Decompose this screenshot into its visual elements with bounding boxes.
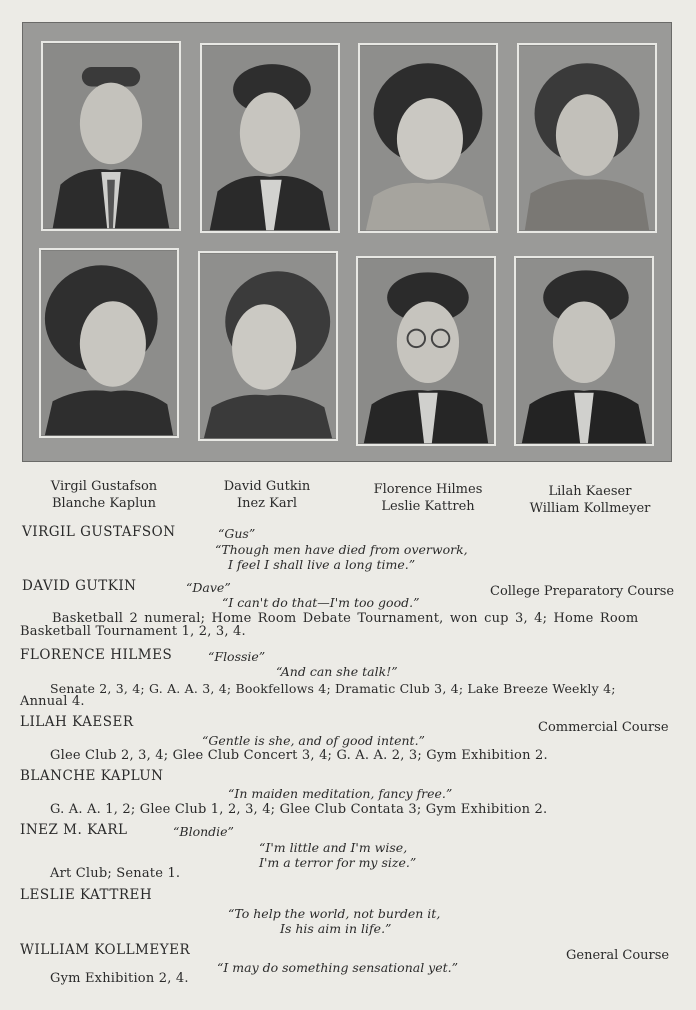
portrait-inez-karl — [198, 251, 338, 441]
caption-top: Florence Hilmes — [373, 482, 483, 497]
photo-panel — [22, 22, 672, 462]
entry-activities-karl-1: Art Club; Senate 1. — [50, 866, 181, 881]
caption-column-2 — [187, 478, 347, 512]
entry-quote-hilmes-1: “And can she talk!” — [276, 664, 398, 679]
entry-course-kollmeyer: General Course — [566, 948, 670, 963]
entry-name-karl: INEZ M. KARL — [20, 822, 128, 838]
caption-bottom: Leslie Kattreh — [381, 499, 475, 514]
portrait-lilah-kaeser — [517, 43, 657, 233]
entry-quote-karl-2: I'm a terror for my size.” — [259, 855, 417, 870]
caption-column-1 — [24, 478, 184, 512]
entry-activities-kaeser-1: Glee Club 2, 3, 4; Glee Club Concert 3, 4; G. A. A. 2, 3; Gym Exhibition 2. — [50, 748, 548, 763]
entry-name-kollmeyer: WILLIAM KOLLMEYER — [20, 942, 191, 958]
entry-quote-gutkin-1: “I can't do that—I'm too good.” — [222, 595, 420, 610]
entry-quote-gustafson-2: I feel I shall live a long time.” — [228, 557, 416, 572]
entry-nickname-gutkin: “Dave” — [186, 580, 231, 595]
entry-activities-gutkin-1: Basketball 2 numeral; Home Room Debate Tournament, won cup 3, 4; Home Room — [52, 611, 639, 626]
entry-name-kattreh: LESLIE KATTREH — [20, 887, 153, 903]
entry-activities-kaplun-1: G. A. A. 1, 2; Glee Club 1, 2, 3, 4; Glee Club Contata 3; Gym Exhibition 2. — [50, 802, 548, 817]
portrait-david-gutkin — [200, 43, 340, 233]
entry-name-gustafson: VIRGIL GUSTAFSON — [22, 524, 176, 540]
entry-course-gutkin: College Preparatory Course — [490, 584, 675, 599]
entry-nickname-gustafson: “Gus” — [218, 526, 256, 541]
entry-quote-karl-1: “I'm little and I'm wise, — [259, 840, 408, 855]
entry-quote-kaplun-1: “In maiden meditation, fancy free.” — [228, 786, 453, 801]
caption-column-3 — [348, 481, 508, 515]
entry-activities-gutkin-2: Basketball Tournament 1, 2, 3, 4. — [20, 624, 246, 639]
entry-course-kaeser: Commercial Course — [538, 720, 669, 735]
caption-top: David Gutkin — [223, 479, 311, 494]
caption-bottom: William Kollmeyer — [529, 501, 651, 516]
caption-top: Lilah Kaeser — [548, 484, 632, 499]
entry-name-gutkin: DAVID GUTKIN — [22, 578, 137, 594]
entry-activities-hilmes-1: Senate 2, 3, 4; G. A. A. 3, 4; Bookfellows 4; Dramatic Club 3, 4; Lake Breeze Weekly 4; — [50, 681, 616, 696]
caption-top: Virgil Gustafson — [50, 479, 158, 494]
entry-quote-gustafson-1: “Though men have died from overwork, — [215, 542, 468, 557]
entry-nickname-karl: “Blondie” — [173, 824, 234, 839]
caption-column-4 — [510, 483, 670, 517]
portrait-florence-hilmes — [358, 43, 498, 233]
portrait-blanche-kaplun — [39, 248, 179, 438]
entry-quote-kollmeyer-1: “I may do something sensational yet.” — [217, 960, 459, 975]
entry-quote-kaeser-1: “Gentle is she, and of good intent.” — [202, 733, 425, 748]
entry-activities-kollmeyer-1: Gym Exhibition 2, 4. — [50, 971, 189, 986]
portrait-william-kollmeyer — [514, 256, 654, 446]
caption-bottom: Inez Karl — [236, 496, 298, 511]
caption-bottom: Blanche Kaplun — [52, 496, 156, 511]
entry-activities-hilmes-2: Annual 4. — [20, 694, 85, 709]
entry-name-kaeser: LILAH KAESER — [20, 714, 134, 730]
entry-nickname-hilmes: “Flossie” — [208, 649, 266, 664]
entry-name-hilmes: FLORENCE HILMES — [20, 647, 173, 663]
portrait-virgil-gustafson — [41, 41, 181, 231]
entry-quote-kattreh-1: “To help the world, not burden it, — [228, 906, 441, 921]
portrait-leslie-kattreh — [356, 256, 496, 446]
entry-name-kaplun: BLANCHE KAPLUN — [20, 768, 164, 784]
entry-quote-kattreh-2: Is his aim in life.” — [280, 921, 392, 936]
